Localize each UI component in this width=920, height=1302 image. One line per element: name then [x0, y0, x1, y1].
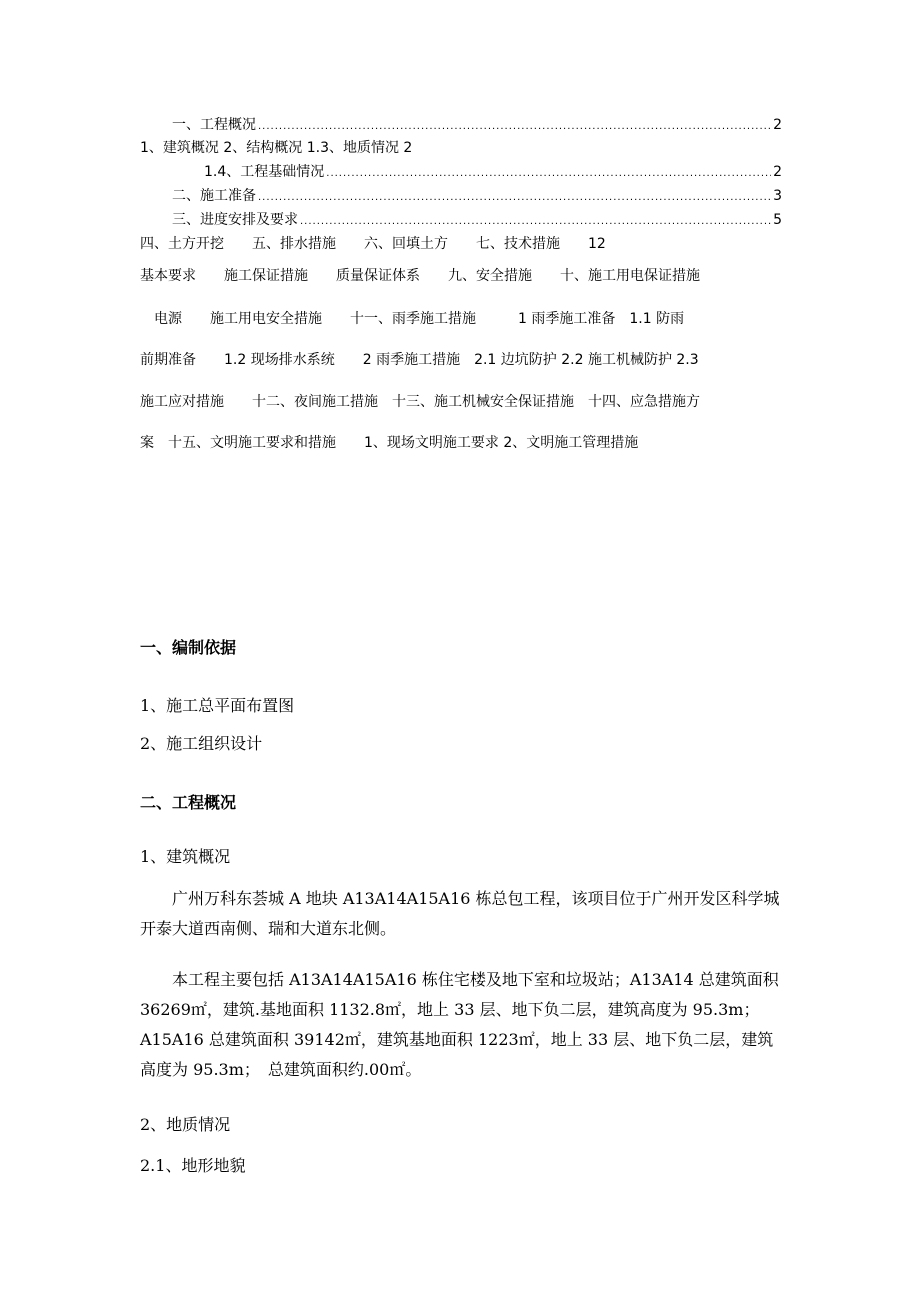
- toc-page-number: 2: [773, 164, 782, 180]
- subheading-building-overview: 1、建筑概况: [140, 847, 231, 866]
- toc-entry-building-overview: 1、建筑概况 2、结构概况 1.3、地质情况 2: [140, 140, 413, 156]
- toc-label: 二、施工准备: [172, 188, 256, 204]
- toc-label: 三、进度安排及要求: [172, 212, 298, 228]
- toc-entry-rain-prep: 前期准备 1.2 现场排水系统 2 雨季施工措施 2.1 边坑防护 2.2 施工机械防护 2.3: [140, 352, 699, 368]
- toc-label: 1.4、工程基础情况: [204, 164, 325, 180]
- toc-leader-dots: [258, 188, 771, 208]
- toc-page-number: 2: [773, 117, 782, 133]
- list-item: 2、施工组织设计: [140, 734, 263, 753]
- toc-leader-dots: [326, 164, 771, 184]
- toc-entry-foundation: [204, 162, 782, 184]
- toc-page-number: 5: [773, 212, 782, 228]
- toc-entry-project-overview: [172, 115, 782, 137]
- toc-label: 一、工程概况: [172, 117, 256, 133]
- toc-entry-schedule: [172, 210, 782, 232]
- toc-entry-power-supply: 电源 施工用电安全措施 十一、雨季施工措施 1 雨季施工准备 1.1 防雨: [140, 311, 685, 327]
- toc-entry-basic-requirements: 基本要求 施工保证措施 质量保证体系 九、安全措施 十、施工用电保证措施: [140, 268, 700, 284]
- paragraph-text: 本工程主要包括 A13A14A15A16 栋住宅楼及地下室和垃圾站；A13A14 总建筑面积 36269㎡，建筑.基地面积 1132.8㎡，地上 33 层、地下负二层，建筑高度为 95.3m； A15A16 总建筑面积 39142㎡，建筑基地面积 1223㎡，地上 33 层、地下负二层，建筑高度为 95.3m； 总建筑面积约.00㎡。: [140, 970, 779, 1079]
- paragraph-project-scope: [140, 965, 780, 1085]
- toc-page-number: 3: [773, 188, 782, 204]
- toc-entry-earthwork: 四、土方开挖 五、排水措施 六、回填土方 七、技术措施 12: [140, 236, 606, 252]
- toc-leader-dots: [300, 212, 771, 232]
- subheading-geology: 2、地质情况: [140, 1115, 231, 1134]
- subheading-terrain: 2.1、地形地貌: [140, 1156, 246, 1175]
- paragraph-project-location: [140, 884, 780, 944]
- toc-entry-construction-prep: [172, 186, 782, 208]
- toc-leader-dots: [258, 117, 771, 137]
- paragraph-text: 广州万科东荟城 A 地块 A13A14A15A16 栋总包工程，该项目位于广州开发区科学城开泰大道西南侧、瑞和大道东北侧。: [140, 889, 780, 938]
- toc-entry-civilized-construction: 案 十五、文明施工要求和措施 1、现场文明施工要求 2、文明施工管理措施: [140, 435, 639, 451]
- toc-entry-night-work: 施工应对措施 十二、夜间施工措施 十三、施工机械安全保证措施 十四、应急措施方: [140, 394, 700, 410]
- section-heading-basis: 一、编制依据: [140, 638, 237, 657]
- section-heading-overview: 二、工程概况: [140, 793, 237, 812]
- list-item: 1、施工总平面布置图: [140, 696, 295, 715]
